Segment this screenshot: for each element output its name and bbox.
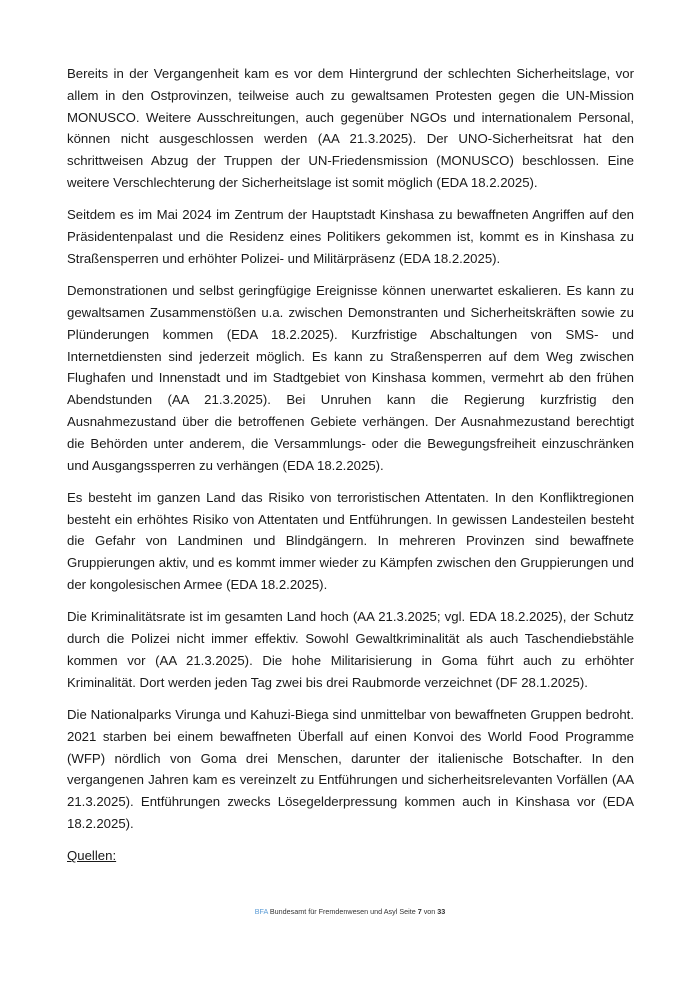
- paragraph-crime-rate: Die Kriminalitätsrate ist im gesamten Land hoch (AA 21.3.2025; vgl. EDA 18.2.2025), der Schutz durch die Polizei nicht immer effektiv. Sowohl Gewaltkriminalität als auch Taschendiebstähle kommen vor (AA 21.3.2025). Die hohe Militarisierung in Goma führt auch zu erhöhter Kriminalität. Dort werden jeden Tag zwei bis drei Raubmorde verzeichnet (DF 28.1.2025).: [67, 609, 634, 690]
- page-footer: [0, 907, 700, 916]
- sources-heading: Quellen:: [67, 848, 117, 864]
- paragraph-protests-monusco: Bereits in der Vergangenheit kam es vor dem Hintergrund der schlechten Sicherheitslage, vor allem in den Ostprovinzen, teilweise auch zu gewaltsamen Protesten gegen die UN-Mission MONUSCO. Weitere Ausschreitungen, auch gegenüber NGOs und internationalem Personal, können nicht ausgeschlossen werden (AA 21.3.2025). Der UNO-Sicherheitsrat hat den schrittweisen Abzug der Truppen der UN-Friedensmission (MONUSCO) beschlossen. Eine weitere Verschlechterung der Sicherheitslage ist somit möglich (EDA 18.2.2025).: [67, 66, 634, 190]
- paragraph-national-parks: Die Nationalparks Virunga und Kahuzi-Biega sind unmittelbar von bewaffneten Gruppen bedroht. 2021 starben bei einem bewaffneten Überfall auf einen Konvoi des World Food Programme (WFP) nördlich von Goma drei Menschen, darunter der italienische Botschafter. In den vergangenen Jahren kam es vereinzelt zu Entführungen und sicherheitsrelevanten Vorfällen (AA 21.3.2025). Entführungen zwecks Lösegelderpressung kommen auch in Kinshasa vor (EDA 18.2.2025).: [67, 707, 634, 831]
- paragraph-terrorism-risk: Es besteht im ganzen Land das Risiko von terroristischen Attentaten. In den Konfliktregionen besteht ein erhöhtes Risiko von Attentaten und Entführungen. In gewissen Landesteilen besteht die Gefahr von Landminen und Blindgängern. In mehreren Provinzen sind bewaffnete Gruppierungen aktiv, und es kommt immer wieder zu Kämpfen zwischen den Gruppierungen und der kongolesischen Armee (EDA 18.2.2025).: [67, 489, 634, 593]
- footer-text: Bundesamt für Fremdenwesen und Asyl Seite: [267, 907, 418, 916]
- footer-of: von: [421, 907, 438, 916]
- document-body: [67, 63, 634, 878]
- footer-page-number: 7: [417, 907, 422, 916]
- footer-brand: BFA: [254, 907, 268, 916]
- paragraph-demonstrations: Demonstrationen und selbst geringfügige Ereignisse können unerwartet eskalieren. Es kann zu gewaltsamen Zusammenstößen u.a. zwischen Demonstranten und Sicherheitskräften sowie zu Plünderungen kommen (EDA 18.2.2025). Kurzfristige Abschaltungen von SMS- und Internetdiensten sind jederzeit möglich. Es kann zu Straßensperren auf dem Weg zwischen Flughafen und Innenstadt und im Stadtgebiet von Kinshasa kommen, vermehrt ab den frühen Abendstunden (AA 21.3.2025). Bei Unruhen kann die Regierung kurzfristig den Ausnahmezustand über die betroffenen Gebiete verhängen. Der Ausnahmezustand berechtigt die Behörden unter anderem, die Versammlungs- oder die Bewegungsfreiheit einzuschränken und Ausgangssperren zu verhängen (EDA 18.2.2025).: [67, 283, 634, 473]
- footer-page-total: 33: [437, 907, 446, 916]
- paragraph-kinshasa-attack: Seitdem es im Mai 2024 im Zentrum der Hauptstadt Kinshasa zu bewaffneten Angriffen auf den Präsidentenpalast und die Residenz eines Politikers gekommen ist, kommt es in Kinshasa zu Straßensperren und erhöhter Polizei- und Militärpräsenz (EDA 18.2.2025).: [67, 207, 634, 266]
